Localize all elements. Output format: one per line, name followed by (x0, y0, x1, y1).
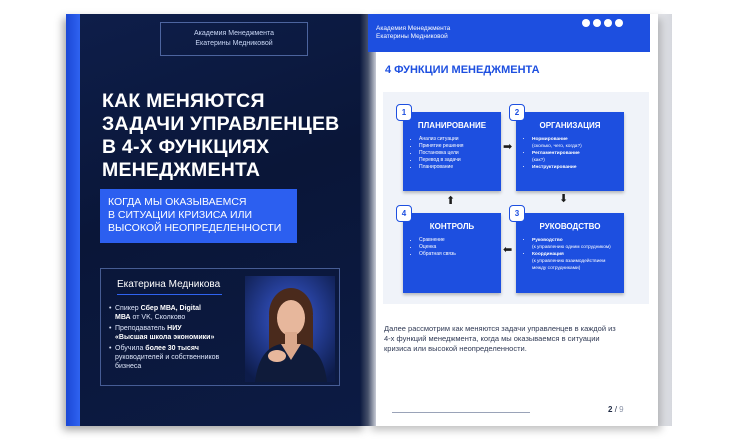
author-name: Екатерина Медникова (117, 279, 221, 290)
function-box-leadership (516, 213, 624, 293)
section-title: 4 ФУНКЦИИ МЕНЕДЖМЕНТА (385, 64, 540, 76)
author-portrait (245, 276, 335, 382)
cover-header-line2: Екатерины Медниковой (195, 40, 273, 47)
function-item (532, 237, 614, 251)
function-item (532, 164, 614, 171)
cover-title (102, 90, 364, 182)
function-item-note: (к управлению взаимодействием между сотрудниками) (532, 259, 606, 271)
function-item-note: (к управлению одним сотрудником) (532, 245, 611, 250)
function-item-note: (сколько, чего, когда?) (532, 144, 582, 149)
function-number: 1 (396, 104, 412, 121)
function-item: • Анализ ситуации (419, 136, 501, 143)
function-list (411, 237, 501, 258)
function-list (524, 136, 614, 171)
footer-line (392, 412, 530, 413)
page-number (608, 405, 624, 414)
vk-icon (593, 19, 601, 27)
bullet-bold: Сбер МВА, Digital (140, 305, 201, 312)
cover-title-line: В 4-Х ФУНКЦИЯХ (102, 136, 270, 158)
globe-icon (615, 19, 623, 27)
function-item-bold: Регламентирование (532, 151, 580, 156)
function-item: • Перевод в задачи (419, 157, 501, 164)
function-number: 3 (509, 205, 525, 222)
cover-header-line1: Академия Менеджмента (194, 30, 274, 37)
function-title: РУКОВОДСТВО (539, 222, 601, 231)
author-bullet (115, 344, 223, 371)
cover-subtitle-line: КОГДА МЫ ОКАЗЫВАЕМСЯ (108, 196, 247, 208)
function-item (532, 251, 614, 272)
bullet-text: от VK, Сколково (130, 314, 186, 321)
bullet-bold: «Высшая школа экономики» (115, 334, 215, 341)
cover-title-line: МЕНЕДЖМЕНТА (102, 159, 261, 181)
function-title: ПЛАНИРОВАНИЕ (417, 121, 487, 130)
function-item (532, 150, 614, 164)
author-divider (117, 294, 222, 295)
cover-subtitle (100, 189, 297, 243)
arrow-right-icon: ➡ (503, 141, 513, 153)
arrow-down-icon: ⬇ (559, 193, 569, 205)
function-number: 2 (509, 104, 525, 121)
cover-header (160, 22, 308, 56)
author-bullet (115, 324, 235, 342)
function-item: • Постановка цели (419, 150, 501, 157)
page-separator: / (614, 405, 617, 414)
bullet-bold: МВА (115, 314, 131, 321)
function-item-bold: Нормирование (532, 137, 568, 142)
function-item-bold: Инструктирование (532, 165, 577, 170)
function-item: • Принятие решения (419, 143, 501, 150)
function-item: • Обратная связь (419, 251, 501, 258)
function-item: • Оценка (419, 244, 501, 251)
function-box-planning (403, 112, 501, 191)
function-item-bold: Координация (532, 252, 564, 257)
function-item-bold: Руководство (532, 238, 563, 243)
content-header-text (376, 25, 450, 41)
function-number: 4 (396, 205, 412, 222)
cover-subtitle-line: В СИТУАЦИИ КРИЗИСА ИЛИ (108, 209, 253, 221)
bullet-text: Обучила (115, 345, 146, 352)
bullet-bold: НИУ (167, 325, 182, 332)
telegram-icon (582, 19, 590, 27)
function-list (411, 136, 501, 171)
content-header-line1: Академия Менеджмента (376, 25, 451, 32)
function-item: • Сравнение (419, 237, 501, 244)
function-item: • Планирование (419, 164, 501, 171)
youtube-icon (604, 19, 612, 27)
function-box-organization (516, 112, 624, 191)
arrow-left-icon: ⬅ (503, 244, 513, 256)
cover-subtitle-line: ВЫСОКОЙ НЕОПРЕДЕЛЕННОСТИ (108, 222, 282, 234)
arrow-up-icon: ⬆ (446, 195, 456, 207)
bullet-text: Преподаватель (115, 325, 168, 332)
cover-edge-stripe (66, 14, 80, 426)
cover-title-line: КАК МЕНЯЮТСЯ (102, 90, 265, 112)
content-body-text: Далее рассмотрим как меняются задачи управленцев в каждой из 4-х функций менеджмента, когда мы оказываемся в ситуации кризиса или высокой неопределенности. (384, 324, 616, 353)
function-title: ОРГАНИЗАЦИЯ (539, 121, 601, 130)
function-item (532, 136, 614, 150)
content-header-line2: Екатерины Медниковой (376, 33, 448, 40)
function-item-note: (как?) (532, 158, 545, 163)
page-total: 9 (619, 405, 624, 414)
bullet-text: Спикер (115, 305, 141, 312)
function-list (524, 237, 614, 272)
cover-title-line: ЗАДАЧИ УПРАВЛЕНЦЕВ (102, 113, 340, 135)
bullet-bold: более 30 тысяч (145, 345, 199, 352)
author-bullet (115, 304, 235, 322)
function-title: КОНТРОЛЬ (429, 222, 475, 231)
page-current: 2 (608, 405, 613, 414)
book-spine (360, 14, 376, 426)
function-box-control (403, 213, 501, 293)
bullet-text: руководителей и собственников бизнеса (115, 354, 220, 370)
